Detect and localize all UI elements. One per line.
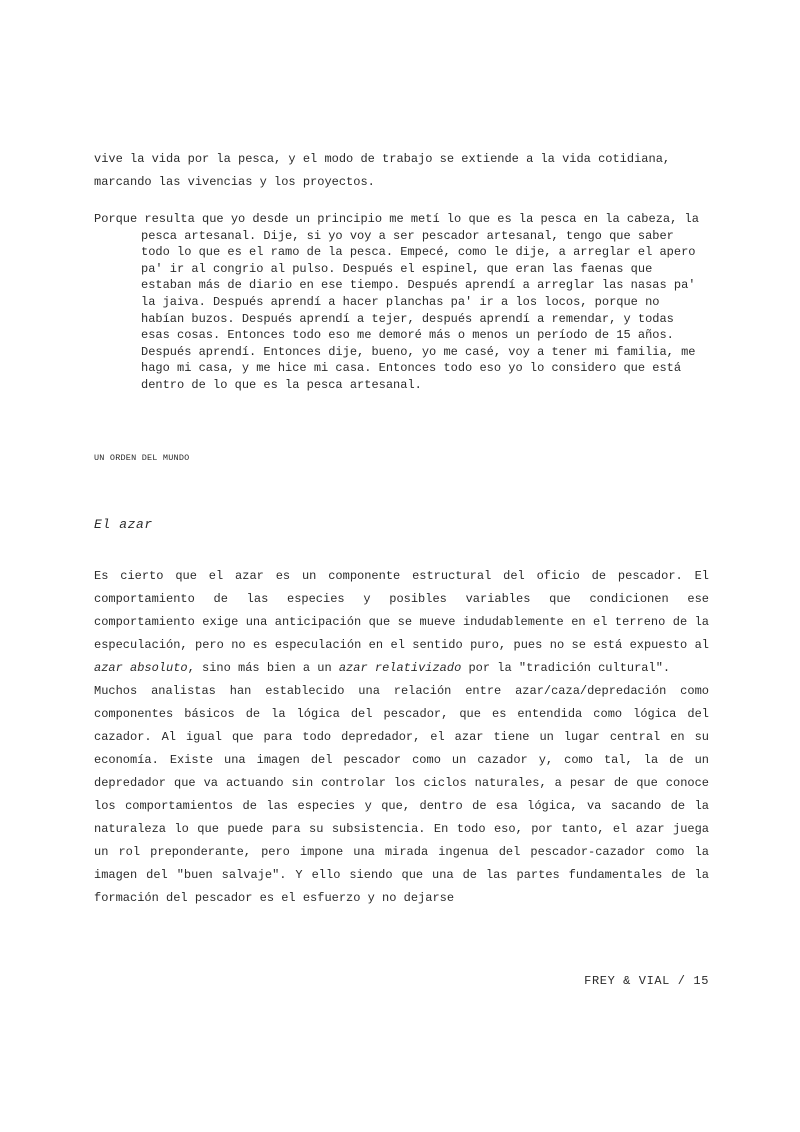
paragraph-1-emphasis-b: azar relativizado xyxy=(338,661,462,675)
body-paragraph-2: Muchos analistas han establecido una relación entre azar/caza/depredación como componentes básicos de la lógica del pescador, que es entendida como lógica del cazador. Al igual que para todo depredador, el azar tiene un lugar central en su economía. Existe una imagen del pescador como un cazador y, como tal, la de un depredador que va actuando sin controlar los ciclos naturales, a pesar de que conoce los comportamientos de las especies y que, dentro de esa lógica, va sacando de la naturaleza lo que puede para su subsistencia. En todo eso, por tanto, el azar juega un rol preponderante, pero impone una mirada ingenua del pescador-cazador como la imagen del "buen salvaje". Y ello siendo que una de las partes fundamentales de la formación del pescador es el esfuerzo y no dejarse xyxy=(94,684,709,905)
paragraph-1-text-b: , sino más bien a un xyxy=(187,661,339,675)
paragraph-1-text-a: Es cierto que el azar es un componente estructural del oficio de pescador. El comportamiento de las especies y posibles variables que condicionen ese comportamiento exige una anticipación que se mueve indudablemente en el terreno de la especulación, pero no es especulación en el sentido puro, pues no se está expuesto al xyxy=(94,569,709,652)
section-label: UN ORDEN DEL MUNDO xyxy=(94,453,190,463)
document-page xyxy=(94,148,709,905)
paragraph-1-text-c: por la "tradición cultural". xyxy=(461,661,671,675)
body-paragraph-1 xyxy=(94,565,709,680)
paragraph-1-emphasis-a: azar absoluto xyxy=(94,661,188,675)
testimony-quote: Porque resulta que yo desde un principio me metí lo que es la pesca en la cabeza, la pesca artesanal. Dije, si yo voy a ser pescador artesanal, tengo que saber todo lo que es el ramo de la pesca. Empecé, como le dije, a arreglar el apero pa' ir al congrio al pulso. Después el espinel, que eran las faenas que estaban más de diario en ese tiempo. Después aprendí a arreglar las nasas pa' la jaiva. Después aprendí a hacer planchas pa' ir a los locos, porque no habían buzos. Después aprendí a tejer, después aprendí a remendar, y todas esas cosas. Entonces todo eso me demoré más o menos un período de 15 años. Después aprendí. Entonces dije, bueno, yo me casé, voy a tener mi familia, me hago mi casa, y me hice mi casa. Entonces todo eso yo lo considero que está dentro de lo que es la pesca artesanal. xyxy=(94,212,699,392)
section-heading: El azar xyxy=(94,517,153,532)
body-block xyxy=(94,565,709,910)
intro-paragraph: vive la vida por la pesca, y el modo de trabajo se extiende a la vida cotidiana, marcando las vivencias y los proyectos. xyxy=(94,152,671,189)
page-footer: FREY & VIAL / 15 xyxy=(584,974,709,988)
